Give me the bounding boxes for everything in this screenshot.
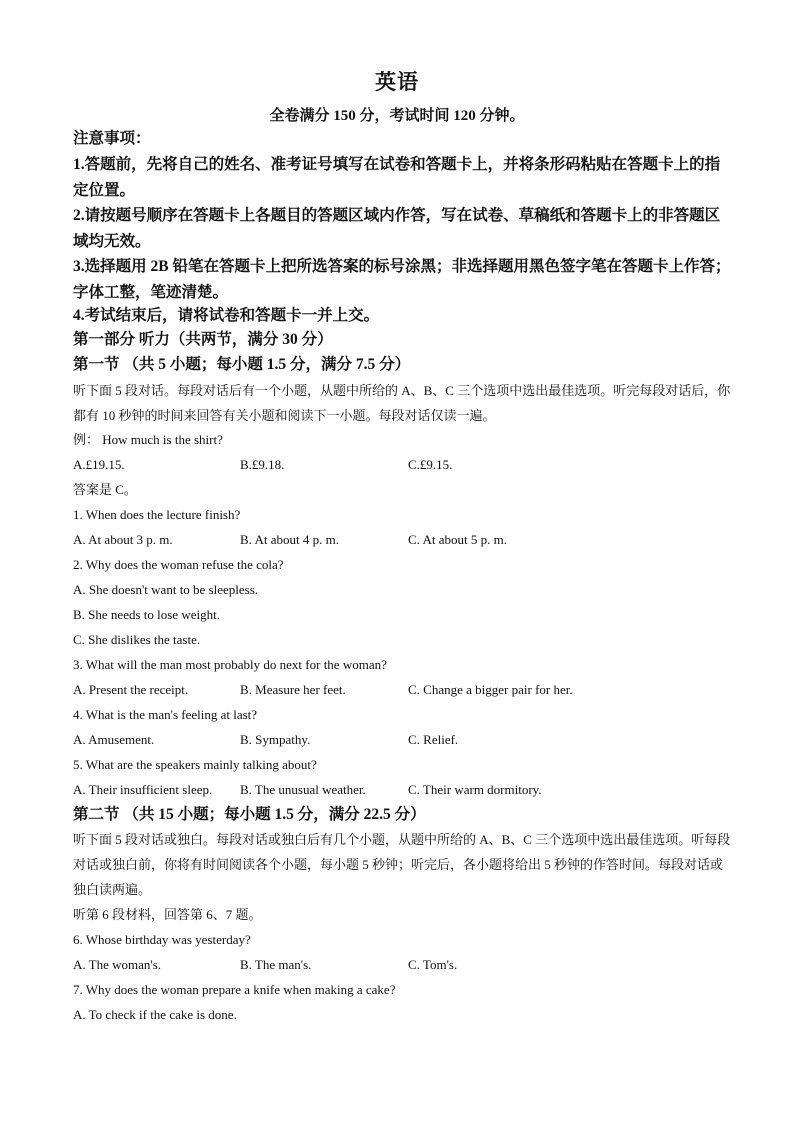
q5-option-a: A. Their insufficient sleep. xyxy=(73,782,213,797)
notice-item: 2.请按题号顺序在答题卡上各题目的答题区域内作答，写在试卷、草稿纸和答题卡上的非答题区域均无效。 xyxy=(73,207,721,250)
q4-option-a: A. Amusement. xyxy=(73,732,155,747)
notice-item: 4.考试结束后，请将试卷和答题卡一并上交。 xyxy=(73,307,380,324)
page-title: 英语 xyxy=(375,70,419,94)
example-question: 例： How much is the shirt? xyxy=(73,432,223,447)
q2-option-c: C. She dislikes the taste. xyxy=(73,632,201,647)
section1-heading: 第一节 （共 5 小题；每小题 1.5 分，满分 7.5 分） xyxy=(73,356,411,373)
q6-option-c: C. Tom's. xyxy=(408,957,458,972)
q7-option-a: A. To check if the cake is done. xyxy=(73,1007,237,1022)
example-option-c: C.£9.15. xyxy=(408,457,453,472)
exam-subtitle: 全卷满分 150 分，考试时间 120 分钟。 xyxy=(269,108,525,124)
q1-option-c: C. At about 5 p. m. xyxy=(408,532,507,547)
example-answer: 答案是 C。 xyxy=(73,482,137,497)
q3-option-a: A. Present the receipt. xyxy=(73,682,189,697)
section2-instructions: 听下面 5 段对话或独白。每段对话或独白后有几个小题，从题中所给的 A、B、C 三个选项中选出最佳选项。听每段对话或独白前，你将有时间阅读各个小题，每小题 5 秒钟；听完后，各小题将给出 5 秒钟的作答时间。每段对话或独白读两遍。 xyxy=(73,832,731,897)
q6-option-b: B. The man's. xyxy=(240,957,312,972)
q3-option-c: C. Change a bigger pair for her. xyxy=(408,682,573,697)
q1-option-a: A. At about 3 p. m. xyxy=(73,532,173,547)
question-7: 7. Why does the woman prepare a knife when making a cake? xyxy=(73,982,396,997)
q4-option-b: B. Sympathy. xyxy=(240,732,311,747)
notice-item: 1.答题前，先将自己的姓名、准考证号填写在试卷和答题卡上，并将条形码粘贴在答题卡上的指定位置。 xyxy=(73,156,721,199)
question-3: 3. What will the man most probably do next for the woman? xyxy=(73,657,387,672)
q5-option-b: B. The unusual weather. xyxy=(240,782,366,797)
q1-option-b: B. At about 4 p. m. xyxy=(240,532,339,547)
question-4: 4. What is the man's feeling at last? xyxy=(73,707,258,722)
example-option-a: A.£19.15. xyxy=(73,457,125,472)
part1-heading: 第一部分 听力（共两节，满分 30 分） xyxy=(73,331,333,348)
material-6-note: 听第 6 段材料，回答第 6、7 题。 xyxy=(73,907,262,922)
q4-option-c: C. Relief. xyxy=(408,732,459,747)
q2-option-a: A. She doesn't want to be sleepless. xyxy=(73,582,259,597)
section1-instructions: 听下面 5 段对话。每段对话后有一个小题，从题中所给的 A、B、C 三个选项中选出最佳选项。听完每段对话后，你都有 10 秒钟的时间来回答有关小题和阅读下一小题。每段对话仅读一遍。 xyxy=(73,383,731,423)
question-6: 6. Whose birthday was yesterday? xyxy=(73,932,251,947)
section2-heading: 第二节 （共 15 小题；每小题 1.5 分，满分 22.5 分） xyxy=(73,806,426,823)
example-option-b: B.£9.18. xyxy=(240,457,285,472)
question-2: 2. Why does the woman refuse the cola? xyxy=(73,557,284,572)
q6-option-a: A. The woman's. xyxy=(73,957,162,972)
q5-option-c: C. Their warm dormitory. xyxy=(408,782,542,797)
q2-option-b: B. She needs to lose weight. xyxy=(73,607,220,622)
question-5: 5. What are the speakers mainly talking about? xyxy=(73,757,317,772)
notice-heading: 注意事项： xyxy=(73,130,151,147)
notice-item: 3.选择题用 2B 铅笔在答题卡上把所选答案的标号涂黑；非选择题用黑色签字笔在答题卡上作答；字体工整，笔迹清楚。 xyxy=(73,258,731,301)
question-1: 1. When does the lecture finish? xyxy=(73,507,241,522)
q3-option-b: B. Measure her feet. xyxy=(240,682,346,697)
